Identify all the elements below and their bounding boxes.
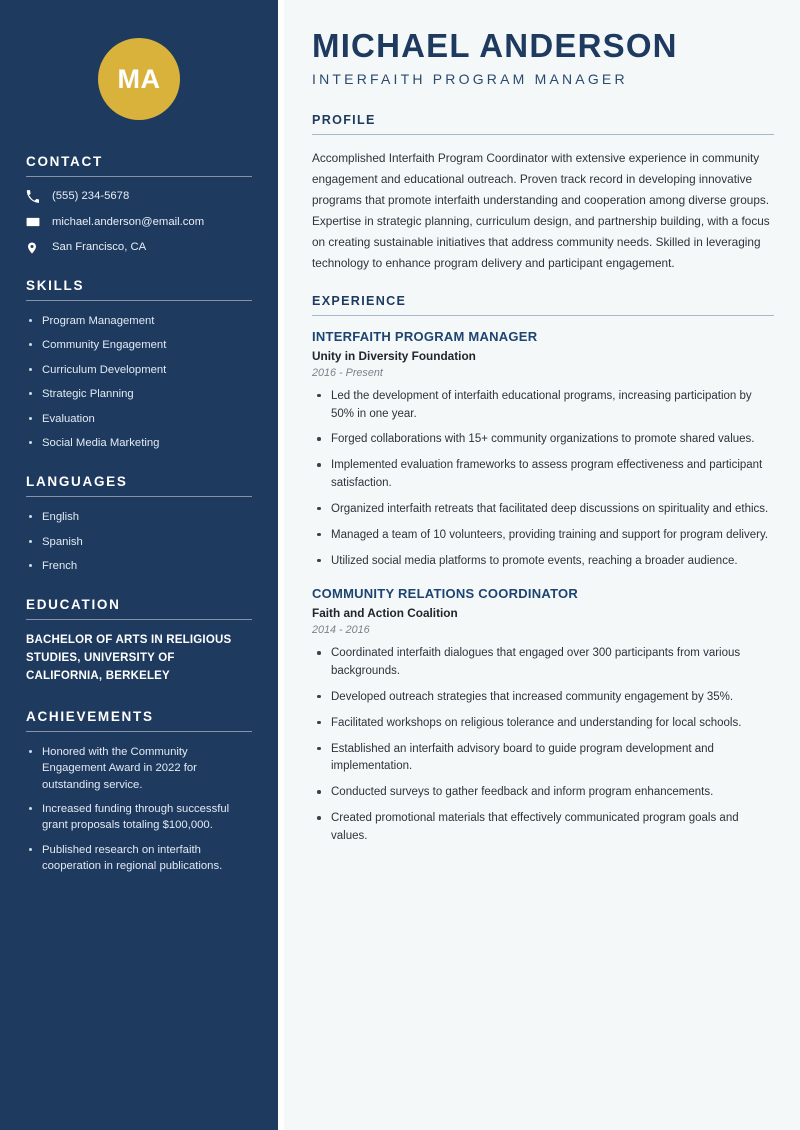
list-item: Developed outreach strategies that increased community engagement by 35%. (312, 689, 774, 707)
skills-divider (26, 300, 252, 301)
education-degree: BACHELOR OF ARTS IN RELIGIOUS STUDIES, UNIVERSITY OF CALIFORNIA, BERKELEY (26, 634, 232, 683)
contact-location-row[interactable] (26, 240, 252, 255)
profile-divider (312, 134, 774, 135)
achievements-heading: ACHIEVEMENTS (26, 708, 154, 724)
list-item: Conducted surveys to gather feedback and inform program enhancements. (312, 784, 774, 802)
list-item: Honored with the Community Engagement Award in 2022 for outstanding service. (26, 744, 252, 793)
avatar-container (26, 0, 252, 154)
list-item: French (26, 558, 252, 574)
languages-heading: LANGUAGES (26, 474, 128, 490)
profile-heading: PROFILE (312, 112, 376, 127)
main-content (284, 0, 800, 1130)
list-item: Managed a team of 10 volunteers, providing training and support for program delivery. (312, 527, 774, 545)
list-item: Strategic Planning (26, 386, 252, 402)
list-item: English (26, 509, 252, 525)
job-bullet-list (312, 645, 774, 845)
list-item: Organized interfaith retreats that facilitated deep discussions on spirituality and ethics. (312, 501, 774, 519)
experience-section (312, 294, 774, 846)
list-item: Facilitated workshops on religious tolerance and understanding for local schools. (312, 715, 774, 733)
list-item: Published research on interfaith cooperation in regional publications. (26, 842, 252, 875)
list-item: Social Media Marketing (26, 435, 252, 451)
list-item: Evaluation (26, 411, 252, 427)
job-title: INTERFAITH PROGRAM MANAGER (312, 328, 538, 344)
contact-email-text: michael.anderson@email.com (52, 215, 205, 228)
job-bullet-list (312, 388, 774, 571)
list-item: Led the development of interfaith educational programs, increasing participation by 50% in one year. (312, 388, 774, 424)
job-company: Faith and Action Coalition (312, 606, 458, 621)
avatar: MA (98, 38, 180, 120)
contact-phone-row[interactable] (26, 189, 252, 204)
page-title: MICHAEL ANDERSON (312, 27, 678, 64)
achievements-section (26, 709, 252, 875)
job-company: Unity in Diversity Foundation (312, 348, 476, 363)
experience-heading: EXPERIENCE (312, 293, 407, 308)
contact-location-text: San Francisco, CA (52, 241, 147, 254)
list-item: Implemented evaluation frameworks to assess program effectiveness and participant satisfaction. (312, 457, 774, 493)
experience-divider (312, 315, 774, 316)
contact-section (26, 154, 252, 255)
list-item: Forged collaborations with 15+ community organizations to promote shared values. (312, 431, 774, 449)
achievements-divider (26, 731, 252, 732)
education-divider (26, 619, 252, 620)
education-section (26, 597, 252, 685)
phone-icon (26, 190, 44, 203)
list-item: Coordinated interfaith dialogues that engaged over 300 participants from various backgrounds. (312, 645, 774, 681)
job-title: COMMUNITY RELATIONS COORDINATOR (312, 586, 579, 602)
list-item: Created promotional materials that effectively communicated program goals and values. (312, 810, 774, 846)
job-dates: 2016 - Present (312, 366, 383, 379)
experience-entry (312, 586, 774, 845)
list-item: Curriculum Development (26, 362, 252, 378)
profile-section (312, 113, 774, 274)
contact-divider (26, 176, 252, 177)
list-item: Established an interfaith advisory board to guide program development and implementation. (312, 741, 774, 777)
list-item: Program Management (26, 313, 252, 329)
languages-list (26, 509, 252, 574)
location-pin-icon (26, 241, 44, 255)
skills-section (26, 278, 252, 451)
sidebar (0, 0, 278, 1130)
experience-entry (312, 329, 774, 571)
list-item: Spanish (26, 534, 252, 550)
contact-email-row[interactable] (26, 215, 252, 230)
profile-text: Accomplished Interfaith Program Coordinator with extensive experience in community engagement and educational outreach. Proven track record in developing innovative programs that promote interfaith understanding and cooperation among diverse groups. Expertise in strategic planning, curriculum design, and partnership building, with a focus on creating sustainable initiatives that address community needs. Skilled in leveraging technology to enhance program delivery and participant engagement. (312, 150, 770, 270)
languages-section (26, 474, 252, 574)
list-item: Increased funding through successful grant proposals totaling $100,000. (26, 801, 252, 834)
job-dates: 2014 - 2016 (312, 624, 370, 637)
contact-phone-text: (555) 234-5678 (52, 190, 130, 202)
envelope-icon (26, 215, 44, 229)
list-item: Utilized social media platforms to promote events, reaching a broader audience. (312, 553, 774, 571)
contact-heading: CONTACT (26, 154, 103, 169)
achievements-list (26, 744, 252, 875)
skills-heading: SKILLS (26, 278, 85, 294)
skills-list (26, 313, 252, 451)
job-subtitle: INTERFAITH PROGRAM MANAGER (312, 70, 628, 87)
list-item: Community Engagement (26, 337, 252, 353)
languages-divider (26, 496, 252, 497)
education-heading: EDUCATION (26, 597, 121, 613)
